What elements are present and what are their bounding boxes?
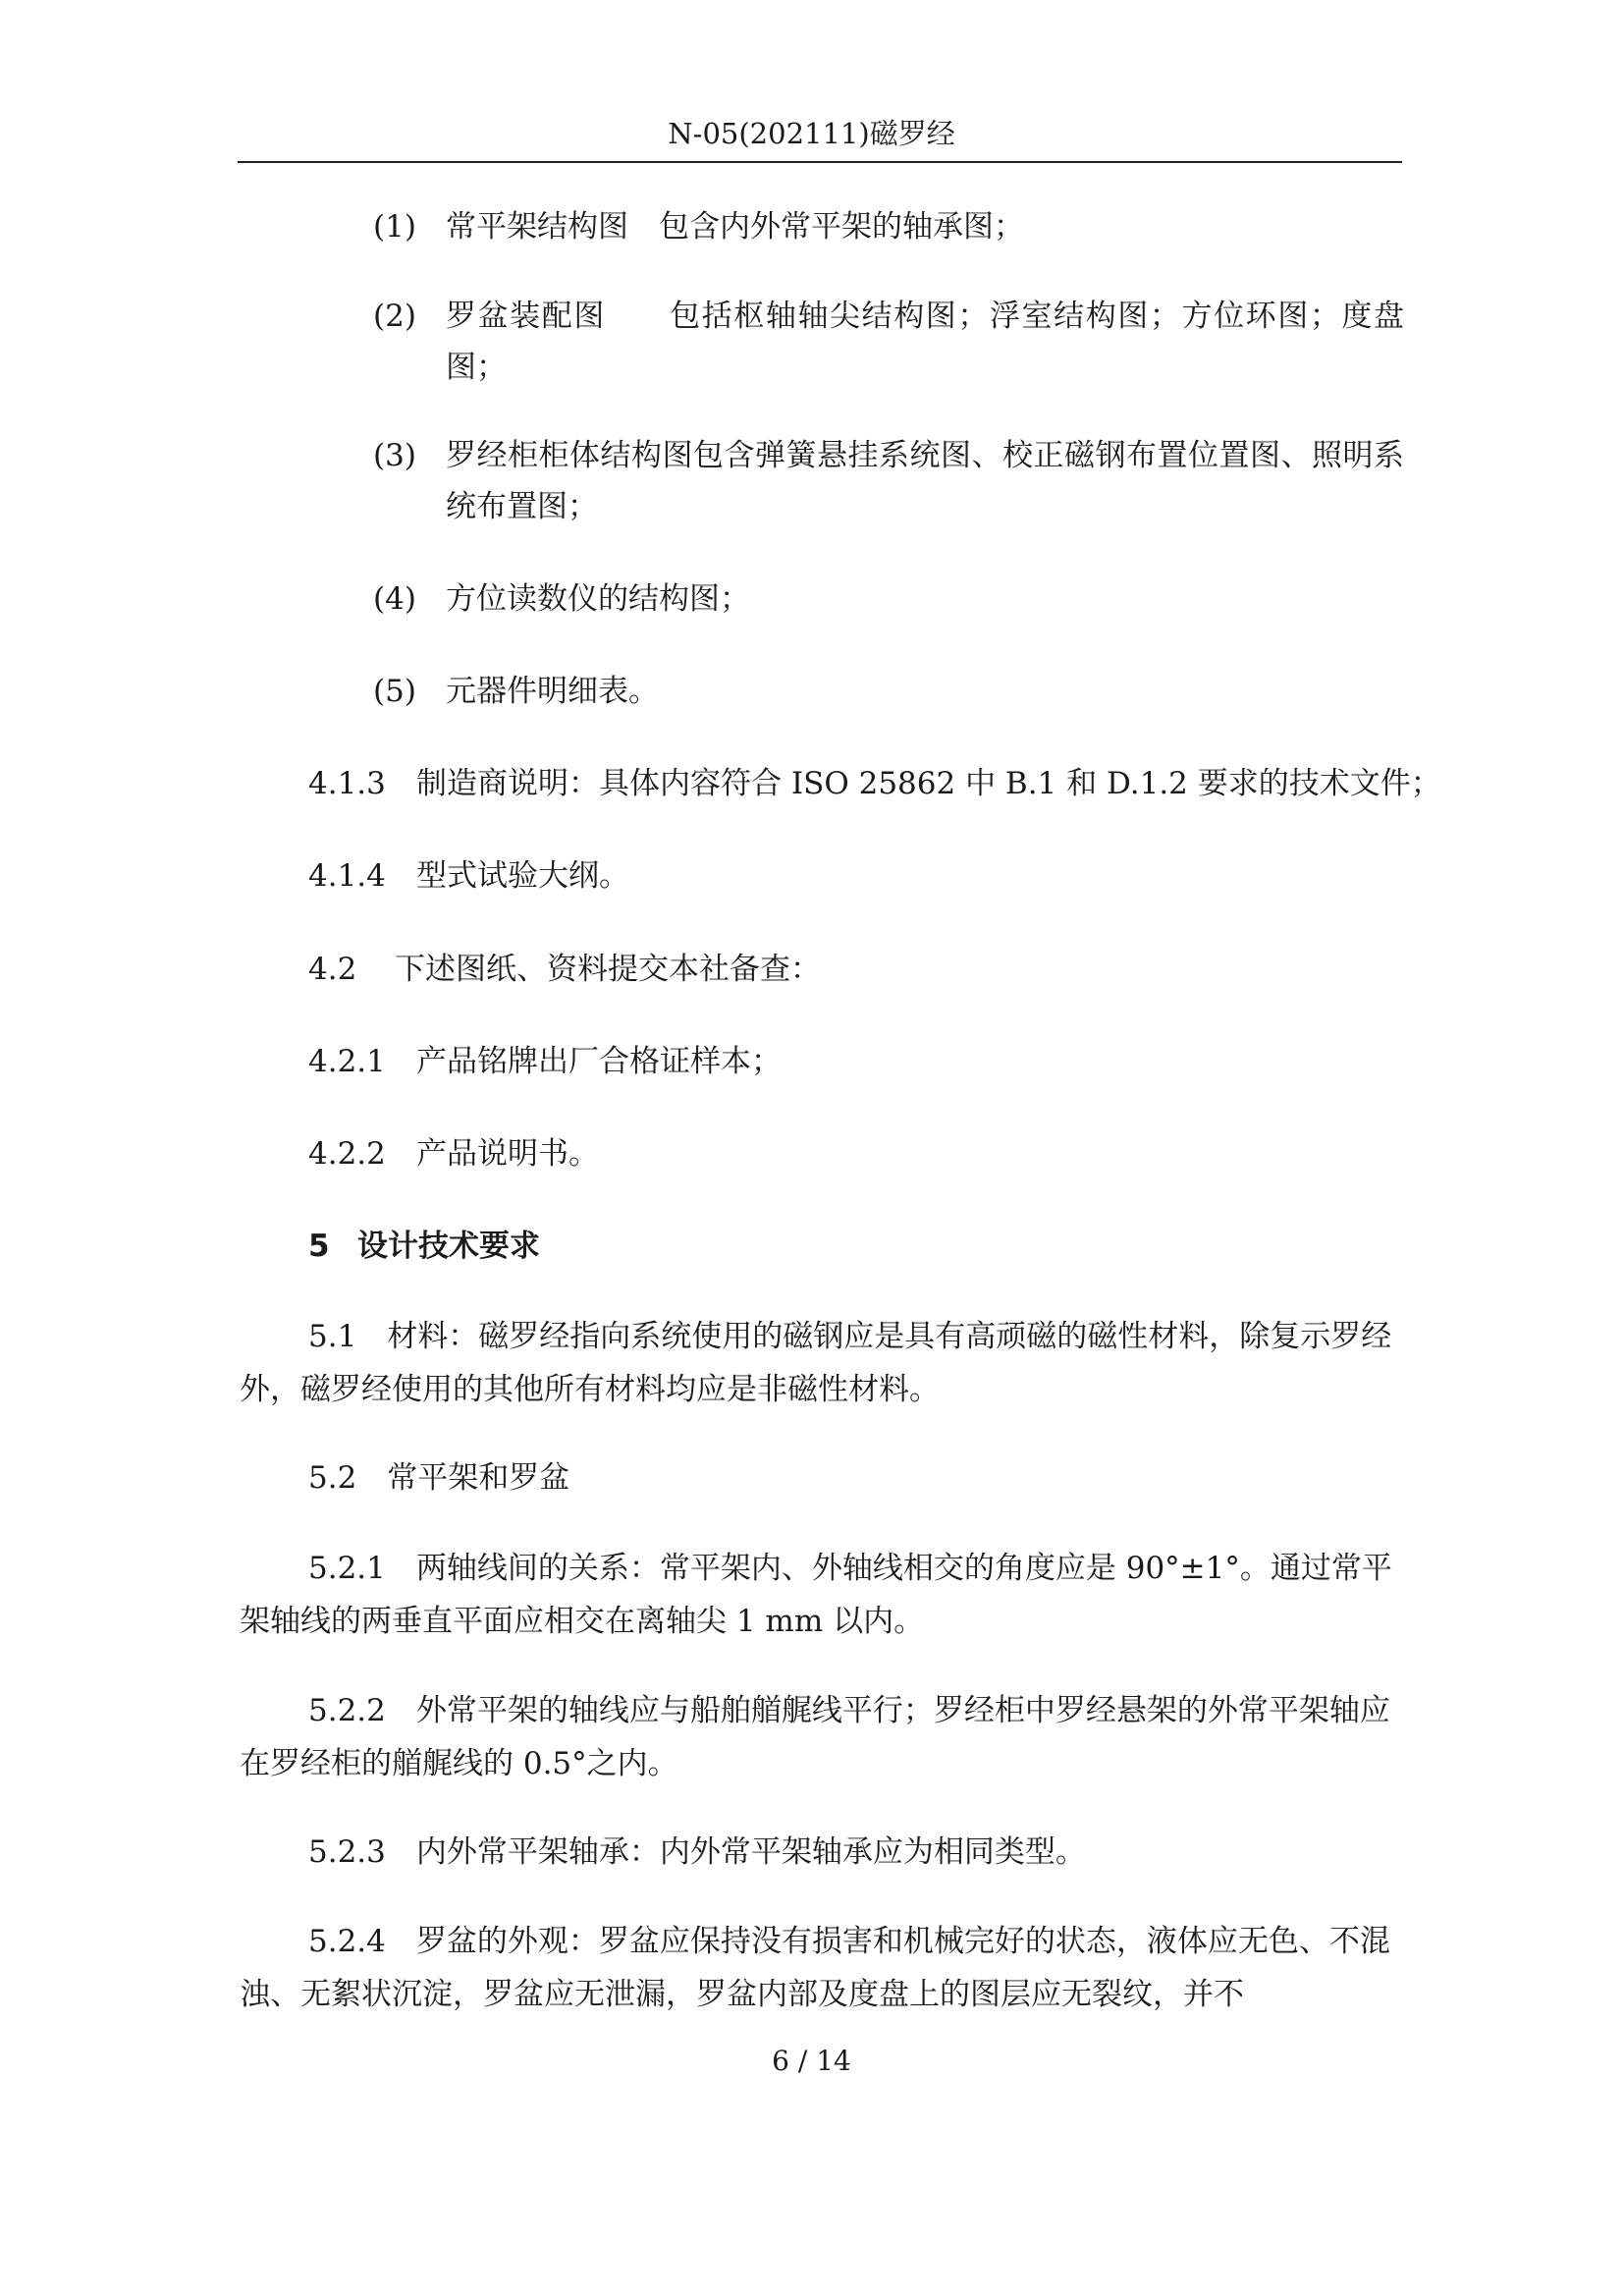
page-number: 6 / 14 (772, 2045, 851, 2077)
list-item (373, 201, 1404, 252)
clause-text: 型式试验大纲。 (416, 858, 629, 894)
clause-4-2-1 (308, 1036, 782, 1087)
clause-text: 产品说明书。 (416, 1136, 599, 1172)
clause-text: 下述图纸、资料提交本社备查： (395, 952, 821, 987)
list-item-text: 方位读数仪的结构图； (446, 581, 750, 617)
clause-4-1-3 (308, 758, 1441, 809)
list-item-text: 常平架结构图 包含内外常平架的轴承图； (446, 209, 1024, 245)
section-title: 设计技术要求 (357, 1229, 540, 1264)
clause-4-1-4 (308, 850, 629, 902)
clause-number: 4.2.2 (308, 1136, 386, 1172)
clause-number: 4.2 (308, 952, 357, 987)
list-item-text: 罗经柜柜体结构图包含弹簧悬挂系统图、校正磁钢布置位置图、照明系统布置图； (446, 438, 1404, 524)
list-item (373, 430, 1404, 532)
paragraph-5-2-4: 5.2.4 罗盆的外观：罗盆应保持没有损害和机械完好的状态，液体应无色、不混浊、无絮状沉淀，罗盆应无泄漏，罗盆内部及度盘上的图层应无裂纹，并不 (240, 1924, 1390, 2012)
paragraph-5-1: 5.1 材料：磁罗经指向系统使用的磁钢应是具有高顽磁的磁性材料，除复示罗经外，磁罗经使用的其他所有材料均应是非磁性材料。 (240, 1319, 1392, 1407)
section-number: 5 (308, 1229, 330, 1264)
list-item-text: 罗盆装配图 包括枢轴轴尖结构图；浮室结构图；方位环图；度盘图； (446, 299, 1404, 385)
section-heading (308, 1221, 540, 1272)
list-item (373, 666, 1404, 717)
paragraph-5-2-3: 5.2.3 内外常平架轴承：内外常平架轴承应为相同类型。 (308, 1834, 1086, 1870)
list-item-number: (4) (373, 581, 416, 617)
list-item (373, 291, 1404, 393)
clause-number: 4.1.4 (308, 858, 386, 894)
paragraph-5-2-1: 5.2.1 两轴线间的关系：常平架内、外轴线相交的角度应是 90°±1°。通过常平架轴线的两垂直平面应相交在离轴尖 1 mm 以内。 (240, 1551, 1392, 1639)
clause-text: 制造商说明：具体内容符合 ISO 25862 中 B.1 和 D.1.2 要求的技术文件； (416, 766, 1441, 801)
list-item-number: (2) (373, 299, 416, 334)
running-header: N-05(202111)磁罗经 (668, 117, 955, 150)
clause-4-2 (308, 944, 821, 995)
paragraph-5-2-2: 5.2.2 外常平架的轴线应与船舶艏艉线平行；罗经柜中罗经悬架的外常平架轴应在罗经柜的艏艉线的 0.5°之内。 (240, 1693, 1390, 1781)
list-item (373, 574, 1404, 625)
clause-number: 4.2.1 (308, 1044, 386, 1079)
clause-number: 4.1.3 (308, 766, 386, 801)
list-item-text: 元器件明细表。 (446, 674, 659, 709)
header-divider (238, 161, 1402, 163)
paragraph-5-2: 5.2 常平架和罗盆 (308, 1460, 570, 1496)
clause-4-2-2 (308, 1128, 599, 1179)
list-item-number: (3) (373, 438, 416, 473)
list-item-number: (5) (373, 674, 416, 709)
list-item-number: (1) (373, 209, 416, 245)
clause-text: 产品铭牌出厂合格证样本； (416, 1044, 782, 1079)
